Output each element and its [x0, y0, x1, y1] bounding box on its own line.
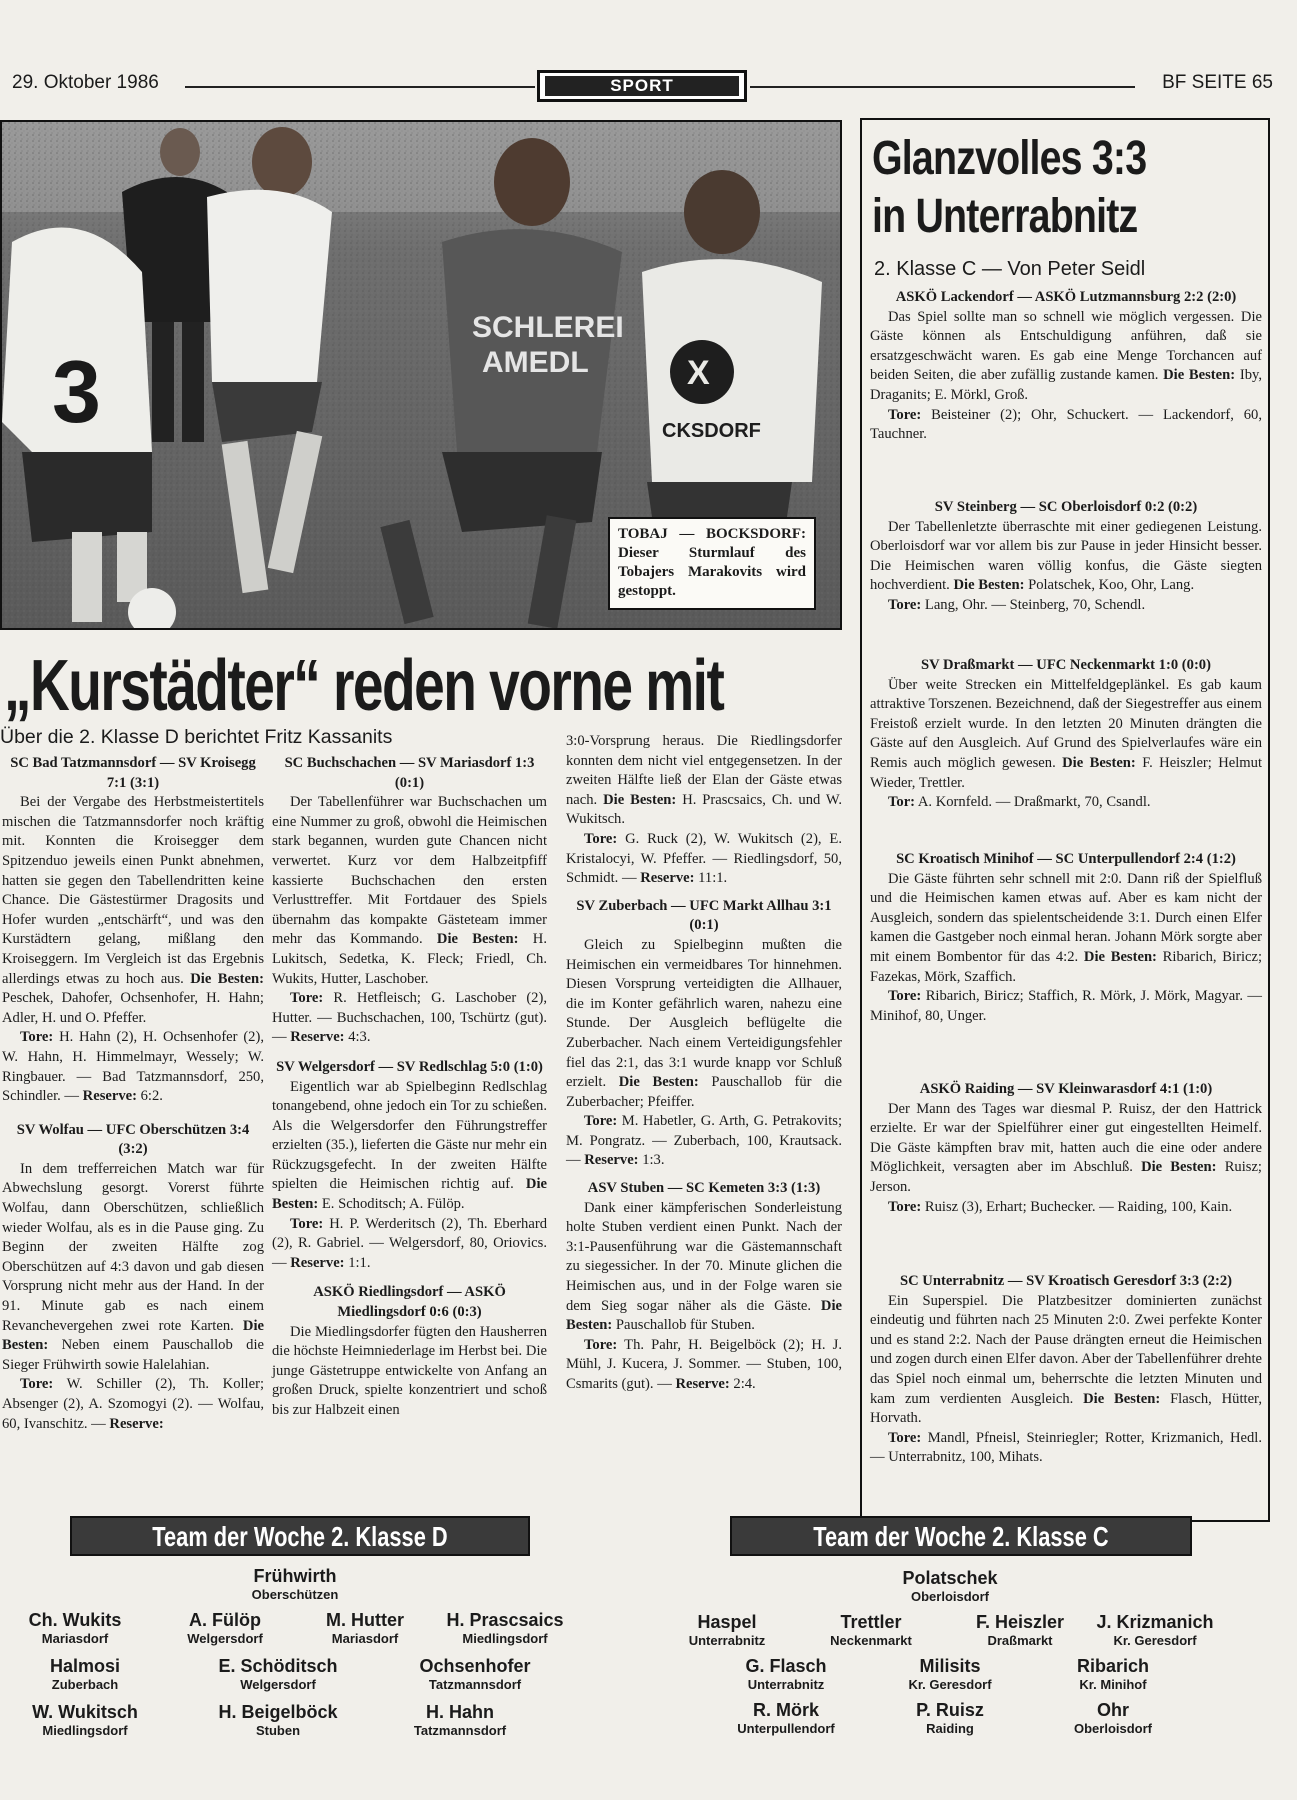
best-players: F. Heiszler; Helmut Wieder, Trettler.: [870, 754, 1263, 791]
player-name: Milisits: [919, 1656, 981, 1676]
team-of-week-d-title: Team der Woche 2. Klasse D: [152, 1521, 448, 1552]
best-label: Die Besten:: [1083, 1390, 1161, 1407]
match-report: Gleich zu Spielbeginn mußten die Heimischen ein vermeidbares Tor hinnehmen. Diesen Vorsprung verteidigten die Allhauer, die im Konter gefährlich waren, nahezu eine Stunde. Der Ausgleich beflügelte die Zuberbacher. Nach einem Verteidigungsfehler fiel das 2:1, das 3:1 wurde knapp vor Schluß erzielt.: [566, 936, 842, 1091]
match-report: Bei der Vergabe des Herbstmeistertitels mischen die Tatzmannsdorfer noch kräftig mit. Konnten die Kroisegger dem Spitzenduo jeweils einen Punkt abnehmen, hatten sie gegen den Tabellendritten keine Chance. Die Gästestürmer Dragosits und Hofer wurden „entschärft“, und was den Kurstädtern gelang, mißlang den Kroiseggern. Im Vergleich ist das Ergebnis allerdings etwas zu hoch aus.: [2, 794, 264, 987]
reserve-score: 4:3.: [348, 1029, 371, 1046]
player-club: Oberloisdorf: [1073, 1721, 1152, 1736]
match-heading: SV Steinberg — SC Oberloisdorf 0:2 (0:2): [934, 499, 1198, 515]
team-d-player: [200, 1566, 390, 1602]
player-name: J. Krizmanich: [1096, 1612, 1214, 1632]
best-label: Die Besten:: [1083, 948, 1157, 965]
match-report: Das Spiel sollte man so schnell wie möglich vergessen. Die Gäste können als Entschuldigung anführen, daß sie ersatzgeschwächt waren. Es gab eine Menge Torchancen auf beiden Seiten, die aber zufällig zustande kamen.: [870, 308, 1262, 384]
match-report: Die Gäste führten sehr schnell mit 2:0. Dann riß der Spielfluß und die Heimischen kamen etwas auf. Aber es kam nicht der Ausgleich, sondern das spielentscheidende 3:1. Durch einen Elfer kamen die Gastgeber noch einmal heran. Johann Mörk sorgte aber mit einem Bombentor für das 4:2.: [870, 870, 1262, 965]
goals-label: Tore:: [584, 1336, 618, 1353]
header-rule-left: [185, 86, 535, 88]
best-label: Die Besten:: [1062, 754, 1136, 771]
match-report: Über weite Strecken ein Mittelfeldgeplänkel. Es gab kaum attraktive Torszenen. Bezeichnend, daß der Siegestreffer aus einem Freistoß erzielt wurde. In den letzten 20 Minuten drängten die Gäste auf den Ausgleich. Auf Grund des Spielverlaufes wäre ein Remis auch möglich gewesen.: [870, 676, 1262, 771]
team-d-player: [0, 1656, 180, 1692]
reserve-score: 11:1.: [698, 870, 728, 887]
reserve-label: Reserve:: [640, 870, 695, 887]
match-report: 3:0-Vorsprung heraus. Die Riedlingsdorfer konnten dem nicht viel entgegensetzen. In der zweiten Hälfte ließ der Elan der Gäste etwas nach.: [566, 733, 842, 808]
player-club: Stuben: [255, 1723, 301, 1738]
player-name: Halmosi: [49, 1656, 121, 1676]
player-name: H. Prascsaics: [446, 1610, 564, 1630]
sidebar-byline: 2. Klasse C — Von Peter Seidl: [874, 258, 1146, 280]
team-of-week-c-title-bar: [730, 1516, 1192, 1556]
player-club: Neckenmarkt: [830, 1633, 912, 1648]
player-club: Unterrabnitz: [688, 1633, 766, 1648]
main-byline: Über die 2. Klasse D berichtet Fritz Kassanits: [0, 726, 393, 748]
player-name: A. Fülöp: [189, 1610, 261, 1630]
match-heading: ASV Stuben — SC Kemeten 3:3 (1:3): [587, 1180, 821, 1197]
article-column-1: SC Bad Tatzmannsdorf — SV Kroisegg 7:1 (3:1) Bei der Vergabe des Herbstmeistertitels mischen die Tatzmannsdorfer noch kräftig mit. Konnten die Kroisegger dem Spitzenduo jeweils einen Punkt abnehmen, hatten sie gegen den Tabellendritten keine Chance. Die Gästestürmer Dragosits und Hofer wurden „entschärft“, und was den Kurstädtern gelang, mißlang den Kroiseggern. Im Vergleich ist das Ergebnis allerdings etwas zu hoch aus. Die Besten: Peschek, Dahofer, Ochsenhofer, H. Hahn; Adler, H. und O. Pfeffer. Tore: H. Hahn (2), H. Ochsenhofer (2), W. Hahn, H. Himmelmayr, Wessely; W. Ringbauer. — Bad Tatzmannsdorf, 250, Schindler. — Reserve: 6:2. SV Wolfau — UFC Oberschützen 3:4 (3:2) In dem trefferreichen Match war für Abwechslung gesorgt. Vorerst führte Wolfau, dann Oberschützen, schließlich wieder Wolfau, als es in die Pause ging. Zu Beginn der zweiten Hälfte zog Oberschützen auf 4:3 davon und gab diesen Vorsprung nicht mehr aus der Hand. In der 91. Minute gab es nach einem Revanchevergehen zwei rote Karten. Die Besten: Neben einem Pauschallob die Sieger Frühwirth sowie Halelahian. Tore: W. Schiller (2), Th. Koller; Absenger (2), A. Szomogyi (2). — Wolfau, 60, Ivanschitz. — Reserve:: [2, 755, 264, 1432]
best-label: Die Besten:: [436, 931, 519, 948]
player-name: F. Heiszler: [975, 1612, 1065, 1632]
match-report-block: [870, 1080, 1262, 1217]
best-label: Die Besten:: [190, 970, 264, 987]
best-label: Die Besten:: [618, 1074, 699, 1091]
player-club: Draßmarkt: [987, 1633, 1053, 1648]
player-club: Kr. Geresdorf: [1113, 1633, 1197, 1648]
best-players: Ribarich, Biricz; Fazekas, Mörk, Szaffich.: [870, 948, 1263, 985]
player-name: Ohr: [1096, 1700, 1129, 1720]
player-name: G. Flasch: [745, 1656, 827, 1676]
match-report-block: [870, 850, 1262, 1026]
reserve-label: Reserve:: [109, 1415, 164, 1432]
goals-label: Tore:: [888, 1429, 922, 1446]
goals-text: W. Schiller (2), Th. Koller; Absenger (2), A. Szomogyi (2). — Wolfau, 60, Ivanschitz.: [2, 1376, 264, 1432]
goals-label: Tore:: [888, 988, 922, 1005]
player-name: Haspel: [697, 1612, 757, 1632]
match-report: Dank einer kämpferischen Sonderleistung holte Stuben verdient einen Punkt. Nach der 3:1-Pausenführung war die Gästemannschaft zu siegessicher. In der 70. Minute glichen die Heimischen aus, und in der Folge waren sie dem Sieg sogar näher als die Gäste.: [566, 1199, 842, 1314]
goals-label: Tore:: [20, 1029, 54, 1046]
team-c-player: [855, 1700, 1045, 1736]
main-headline: „Kurstädter“ reden vorne mit: [4, 646, 724, 726]
article-column-2: SC Buchschachen — SV Mariasdorf 1:3 (0:1) Der Tabellenführer war Buchschachen um eine Nummer zu groß, obwohl die Heimischen stark begannen, wurden gute Chancen nicht verwertet. Kurz vor dem Halbzeitpfiff kassierte Buchschachen den ersten Verlusttreffer. Mit Fortdauer des Spiels übernahm das kompakte Gästeteam immer mehr das Kommando. Die Besten: H. Lukitsch, Sedetka, K. Fleck; Friedl, Ch. Wukits, Hutter, Laschober. Tore: R. Hetfleisch; G. Laschober (2), Hutter. — Buchschachen, 100, Tschürtz (gut). — Reserve: 4:3. SV Welgersdorf — SV Redlschlag 5:0 (1:0) Eigentlich war ab Spielbeginn Redlschlag tonangebend, ohne jedoch ein Tor zu schießen. Als die Welgersdorfer den Führungstreffer erzielten (35.), lieferten die Gäste nur mehr ein Rückzugsgefecht. In der zweiten Hälfte spielten die Heimischen richtig auf. Die Besten: E. Schoditsch; A. Fülöp. Tore: H. P. Werderitsch (2), Th. Eberhard (2), R. Gabriel. — Welgersdorf, 80, Oriovics. — Reserve: 1:1. ASKÖ Riedlingsdorf — ASKÖ Miedlingsdorf 0:6 (0:3) Die Miedlingsdorfer fügten den Hausherren die höchste Heimniederlage im Herbst bei. Die junge Gästetruppe entwickelte von Anfang an großen Druck, spielte konzentriert und schoß bis zur Halbzeit einen: [272, 754, 547, 1421]
goals-label: Tore:: [888, 406, 922, 423]
article-column-3: 3:0-Vorsprung heraus. Die Riedlingsdorfer konnten dem nicht viel entgegensetzen. In der zweiten Hälfte ließ der Elan der Gäste etwas nach. Die Besten: H. Prascsaics, Ch. und W. Wukitsch. Tore: G. Ruck (2), W. Wukitsch (2), E. Kristalocyi, W. Pfeffer. — Riedlingsdorf, 50, Schmidt. — Reserve: 11:1. SV Zuberbach — UFC Markt Allhau 3:1 (0:1) Gleich zu Spielbeginn mußten die Heimischen ein vermeidbares Tor hinnehmen. Diesen Vorsprung verteidigten die Allhauer, die im Konter gefährlich waren, nahezu eine Stunde. Der Ausgleich beflügelte die Zuberbacher. Nach einem Verteidigungsfehler fiel das 2:1, das 3:1 wurde knapp vor Schluß erzielt. Die Besten: Pauschallob für die Zuberbacher; Pfeiffer. Tore: M. Habetler, G. Arth, G. Petrakovits; M. Pongratz. — Zuberbach, 100, Krautsack. — Reserve: 1:3. ASV Stuben — SC Kemeten 3:3 (1:3) Dank einer kämpferischen Sonderleistung holte Stuben verdient einen Punkt. Nach der 3:1-Pausenführung war die Gästemannschaft zu siegessicher. In der 70. Minute glichen die Heimischen aus, und in der Folge waren sie dem Sieg sogar näher als die Gäste. Die Besten: Pauschallob für Stuben. Tore: Th. Pahr, H. Beigelböck (2); H. J. Mühl, J. Kucera, J. Sommer. — Stuben, 100, Csmarits (gut). — Reserve: 2:4.: [566, 733, 842, 1392]
issue-date: 29. Oktober 1986: [12, 72, 159, 93]
best-players: Pauschallob für die Zuberbacher; Pfeiffer.: [566, 1074, 842, 1110]
team-c-player: [1060, 1612, 1250, 1648]
player-club: Raiding: [926, 1721, 974, 1736]
player-club: Kr. Minihof: [1079, 1677, 1147, 1692]
reserve-label: Reserve:: [675, 1376, 730, 1392]
goals-text: H. P. Werderitsch (2), Th. Eberhard (2), R. Gabriel. — Welgersdorf, 80, Oriovics.: [272, 1215, 547, 1252]
best-players: Ruisz; Jerson.: [870, 1159, 1262, 1195]
match-report-block: [870, 1272, 1262, 1468]
player-club: Miedlingsdorf: [462, 1631, 548, 1646]
player-name: Frühwirth: [253, 1566, 337, 1586]
reserve-score: 2:4.: [733, 1376, 756, 1392]
player-name: R. Mörk: [752, 1700, 819, 1720]
match-heading: SV Wolfau — UFC Oberschützen 3:4 (3:2): [16, 1121, 250, 1158]
player-name: M. Hutter: [326, 1610, 404, 1630]
shirt-sponsor-3: CKSDORF: [662, 420, 761, 442]
page-number: BF SEITE 65: [1162, 72, 1273, 93]
reserve-label: Reserve:: [290, 1254, 345, 1271]
best-label: Die Besten:: [272, 1176, 547, 1213]
team-d-player: [410, 1610, 600, 1646]
best-players: Peschek, Dahofer, Ochsenhofer, H. Hahn; Adler, H. und O. Pfeffer.: [2, 990, 264, 1026]
player-club: Unterrabnitz: [747, 1677, 825, 1692]
goals-text: Lang, Ohr. — Steinberg, 70, Schendl.: [924, 596, 1146, 613]
match-heading: SV Draßmarkt — UFC Neckenmarkt 1:0 (0:0): [921, 657, 1211, 673]
svg-text:X: X: [687, 354, 710, 392]
goals-text: M. Habetler, G. Arth, G. Petrakovits; M. Pongratz. — Zuberbach, 100, Krautsack.: [566, 1113, 842, 1149]
goals-label: Tore:: [290, 990, 324, 1007]
team-c-player: [855, 1568, 1045, 1604]
match-report-block: [870, 498, 1262, 616]
player-name: W. Wukitsch: [32, 1702, 138, 1722]
player-name: Polatschek: [902, 1568, 998, 1588]
goals-text: Beisteiner (2); Ohr, Schuckert. — Lackendorf, 60, Tauchner.: [870, 406, 1262, 443]
match-heading: SV Zuberbach — UFC Markt Allhau 3:1 (0:1): [576, 897, 832, 934]
goals-text: G. Ruck (2), W. Wukitsch (2), E. Kristalocyi, W. Pfeffer. — Riedlingsdorf, 50, Schmidt.: [566, 830, 842, 887]
best-label: Die Besten:: [1163, 367, 1236, 384]
player-club: Welgersdorf: [240, 1677, 316, 1692]
team-d-player: [380, 1656, 570, 1692]
match-report-block: [870, 656, 1262, 813]
goals-label: Tore:: [584, 830, 618, 847]
best-players: Flasch, Hütter, Horvath.: [870, 1390, 1262, 1427]
goals-text: A. Kornfeld. — Draßmarkt, 70, Csandl.: [917, 794, 1151, 811]
best-players: Iby, Draganits; E. Mörkl, Groß.: [870, 367, 1262, 403]
best-players: Neben einem Pauschallob die Sieger Frühwirth sowie Halelahian.: [2, 1337, 264, 1373]
sidebar-headline-line-2: in Unterrabnitz: [872, 190, 1138, 243]
best-label: Die Besten:: [603, 791, 677, 808]
reserve-score: 6:2.: [140, 1088, 163, 1105]
team-d-player: [0, 1702, 180, 1738]
goals-text: Mandl, Pfneisl, Steinriegler; Rotter, Krizmanich, Hedl. — Unterrabnitz, 100, Mihats.: [870, 1429, 1262, 1466]
player-name: Ochsenhofer: [419, 1656, 531, 1676]
team-c-player: [855, 1656, 1045, 1692]
best-players: H. Prascsaics, Ch. und W. Wukitsch.: [566, 791, 842, 828]
player-club: Tatzmannsdorf: [413, 1723, 507, 1738]
best-players: Pauschallob für Stuben.: [615, 1317, 755, 1334]
best-players: E. Schoditsch; A. Fülöp.: [321, 1196, 465, 1213]
section-label-box: [537, 70, 747, 102]
goals-label: Tor:: [888, 794, 916, 811]
match-heading: ASKÖ Riedlingsdorf — ASKÖ Miedlingsdorf 0:6 (0:3): [313, 1284, 506, 1321]
shirt-sponsor-1: SCHLEREI: [472, 311, 624, 344]
team-d-player: [183, 1702, 373, 1738]
goals-label: Tore:: [290, 1215, 324, 1232]
match-heading: SC Buchschachen — SV Mariasdorf 1:3 (0:1): [284, 755, 535, 791]
player-club: Unterpullendorf: [737, 1721, 835, 1736]
match-heading: SC Unterrabnitz — SV Kroatisch Geresdorf 3:3 (2:2): [900, 1273, 1232, 1289]
shirt-sponsor-2: AMEDL: [482, 346, 589, 379]
player-club: Zuberbach: [51, 1677, 119, 1692]
reserve-label: Reserve:: [290, 1029, 345, 1046]
team-of-week-c-title: Team der Woche 2. Klasse C: [813, 1521, 1109, 1552]
goals-label: Tore:: [584, 1113, 618, 1130]
player-club: Mariasdorf: [331, 1631, 399, 1646]
reserve-label: Reserve:: [82, 1088, 137, 1105]
team-of-week-d-title-bar: [70, 1516, 530, 1556]
match-report: Eigentlich war ab Spielbeginn Redlschlag tonangebend, ohne jedoch ein Tor zu schießen. Als die Welgersdorfer den Führungstreffer erzielten (35.), lieferten die Gäste nur mehr ein Rückzugsgefecht. In der zweiten Hälfte spielten die Heimischen richtig auf.: [272, 1078, 547, 1193]
goals-label: Tore:: [888, 1198, 922, 1215]
best-label: Die Besten:: [566, 1297, 842, 1334]
match-heading: SV Welgersdorf — SV Redlschlag 5:0 (1:0): [276, 1058, 543, 1075]
goals-label: Tore:: [888, 596, 922, 613]
match-report: Die Miedlingsdorfer fügten den Hausherren die höchste Heimniederlage im Herbst bei. Die junge Gästetruppe entwickelte von Anfang an großen Druck, spielte konzentriert und schoß bis zur Halbzeit einen: [272, 1323, 547, 1418]
header-rule-right: [750, 86, 1135, 88]
reserve-score: 1:1.: [348, 1254, 371, 1271]
goals-text: Ribarich, Biricz; Staffich, R. Mörk, J. Mörk, Magyar. — Minihof, 80, Unger.: [870, 988, 1262, 1024]
player-club: Miedlingsdorf: [42, 1723, 128, 1738]
team-c-player: [691, 1656, 881, 1692]
goals-text: H. Hahn (2), H. Ochsenhofer (2), W. Hahn, H. Himmelmayr, Wessely; W. Ringbauer. — Bad Tatzmannsdorf, 250, Schindler.: [2, 1029, 264, 1105]
reserve-score: 1:3.: [642, 1152, 665, 1169]
match-heading: SC Kroatisch Minihof — SC Unterpullendorf 2:4 (1:2): [896, 851, 1236, 867]
player-club: Oberschützen: [251, 1587, 339, 1602]
goals-text: Th. Pahr, H. Beigelböck (2); H. J. Mühl, J. Kucera, J. Sommer. — Stuben, 100, Csmarits (gut).: [566, 1336, 842, 1392]
best-label: Die Besten:: [1141, 1159, 1217, 1176]
match-report: Der Tabellenführer war Buchschachen um eine Nummer zu groß, obwohl die Heimischen stark begannen, wurden gute Chancen nicht verwertet. Kurz vor dem Halbzeitpfiff kassierte Buchschachen den ersten Verlusttreffer. Mit Fortdauer des Spiels übernahm das kompakte Gästeteam immer mehr das Kommando.: [272, 794, 547, 948]
team-c-player: [691, 1700, 881, 1736]
player-name: Trettler: [840, 1612, 902, 1632]
goals-text: R. Hetfleisch; G. Laschober (2), Hutter. — Buchschachen, 100, Tschürtz (gut).: [272, 990, 547, 1026]
team-d-player: [183, 1656, 373, 1692]
best-label: Die Besten:: [953, 577, 1025, 594]
reserve-label: Reserve:: [584, 1152, 639, 1169]
player-name: H. Hahn: [425, 1702, 494, 1722]
player-club: Welgersdorf: [187, 1631, 263, 1646]
player-name: Ch. Wukits: [28, 1610, 122, 1630]
match-heading: ASKÖ Raiding — SV Kleinwarasdorf 4:1 (1:0): [919, 1081, 1213, 1097]
player-club: Kr. Geresdorf: [908, 1677, 992, 1692]
match-heading: SC Bad Tatzmannsdorf — SV Kroisegg 7:1 (3:1): [10, 755, 256, 791]
team-c-player: [1018, 1700, 1208, 1736]
sidebar-headline: [872, 130, 1146, 246]
best-label: Die Besten:: [2, 1317, 264, 1354]
best-players: H. Lukitsch, Sedetka, K. Fleck; Friedl, Ch. Wukits, Hutter, Laschober.: [272, 931, 547, 987]
section-label: SPORT: [545, 76, 739, 96]
match-report-block: [870, 288, 1262, 445]
player-name: Ribarich: [1076, 1656, 1150, 1676]
team-c-player: [1018, 1656, 1208, 1692]
photo-caption: TOBAJ — BOCKSDORF: Dieser Sturmlauf des Tobajers Marakovits wird gestoppt.: [608, 517, 816, 610]
best-players: Polatschek, Koo, Ohr, Lang.: [1028, 577, 1195, 594]
sidebar-headline-line-1: Glanzvolles 3:3: [872, 132, 1147, 185]
player-club: Mariasdorf: [41, 1631, 109, 1646]
match-report: In dem trefferreichen Match war für Abwechslung gesorgt. Vorerst führte Wolfau, dann Oberschützen, schließlich wieder Wolfau, als es in die Pause ging. Zu Beginn der zweiten Hälfte zog Oberschützen auf 4:3 davon und gab diesen Vorsprung nicht mehr aus der Hand. In der 91. Minute gab es nach einem Revanchevergehen zwei rote Karten.: [2, 1160, 264, 1334]
match-report: Der Tabellenletzte überraschte mit einer gediegenen Leistung. Oberloisdorf war vor allem bis zur Pause in jeder Hinsicht besser. Die Heimischen waren völlig konfus, die Gäste siegten hochverdient.: [870, 518, 1262, 594]
player-club: Oberloisdorf: [910, 1589, 989, 1604]
team-d-player: [365, 1702, 555, 1738]
player-name: P. Ruisz: [916, 1700, 984, 1720]
match-report: Ein Superspiel. Die Platzbesitzer dominierten zunächst eindeutig und führten nach 25 Minuten 2:0. Zwei perfekte Konter und es stand 2:2. Nach der Pause drängten erneut die Heimischen und zogen durch einen Elfer davon. Aber der Tabellenführer drehte das Spiel noch einmal um, beherrschte die letzten Minuten und kam zum verdienten Ausgleich.: [870, 1292, 1262, 1407]
player-name: H. Beigelböck: [218, 1702, 338, 1722]
match-heading: ASKÖ Lackendorf — ASKÖ Lutzmannsburg 2:2 (2:0): [895, 289, 1237, 305]
player-name: E. Schöditsch: [218, 1656, 338, 1676]
match-report: Der Mann des Tages war diesmal P. Ruisz, der den Hattrick erzielte. Er war der Spielführer einer gut eingestellten Heimelf. Die Gäste kämpften brav mit, hatten auch die eine oder andere Möglichkeit, versagten aber im Abschluß.: [870, 1100, 1262, 1176]
player-club: Tatzmannsdorf: [428, 1677, 522, 1692]
goals-text: Ruisz (3), Erhart; Buchecker. — Raiding, 100, Kain.: [924, 1198, 1233, 1215]
shirt-number: 3: [52, 342, 101, 441]
goals-label: Tore:: [20, 1376, 54, 1393]
